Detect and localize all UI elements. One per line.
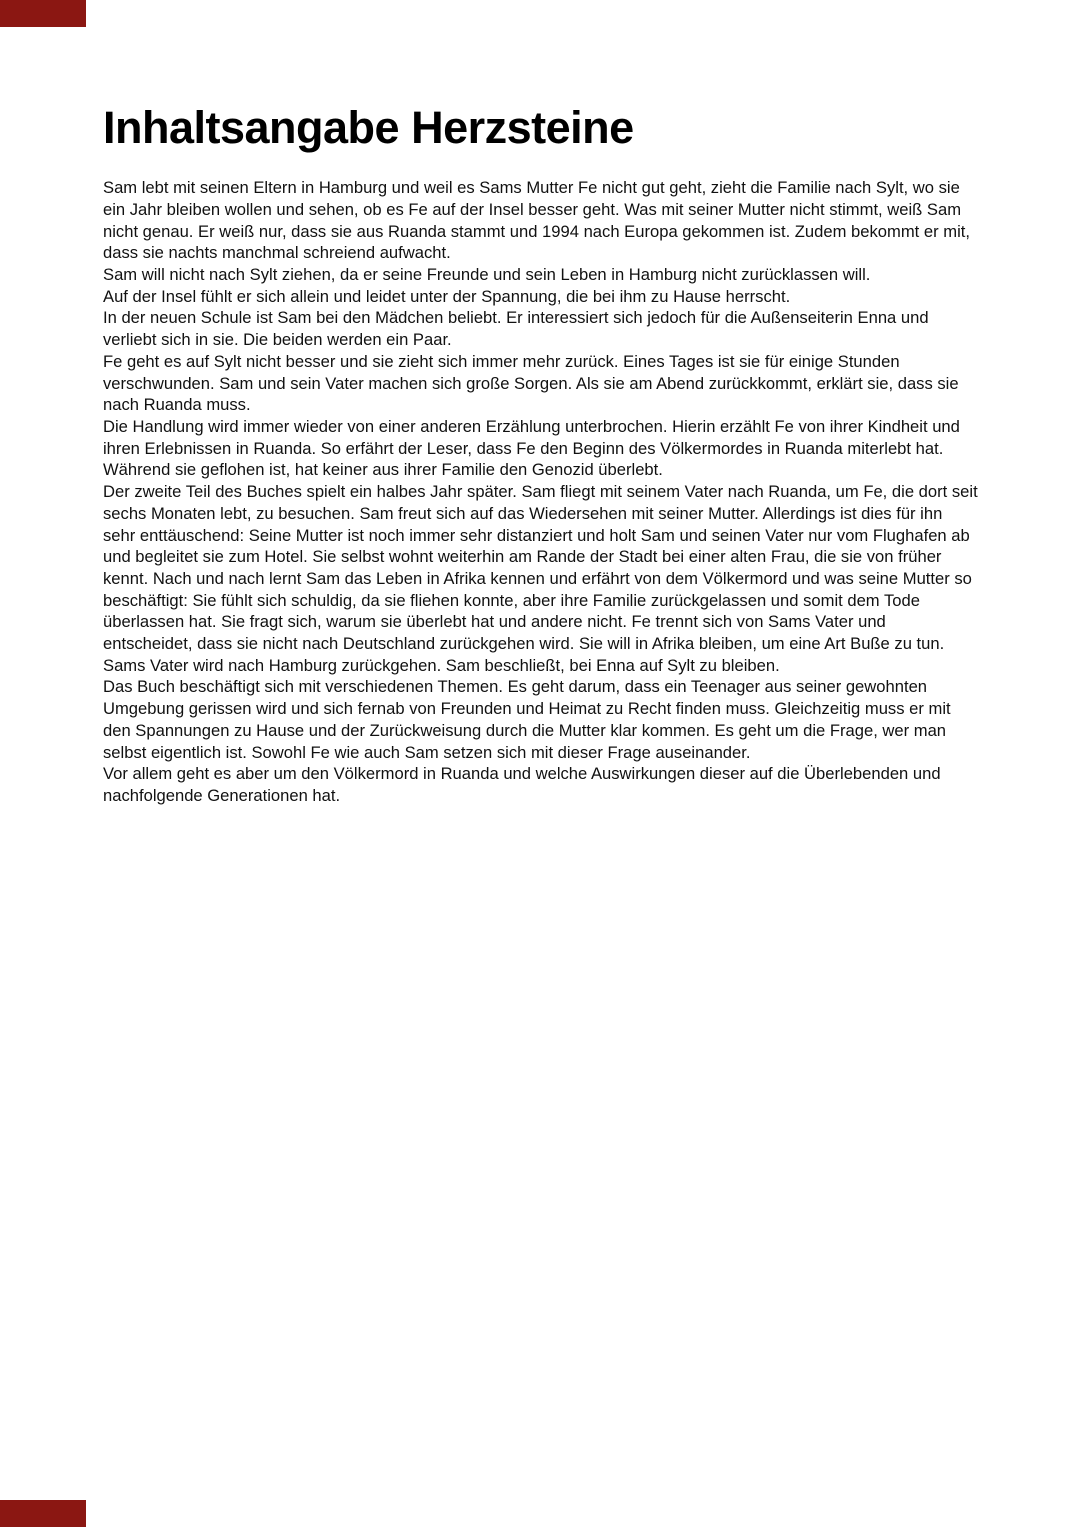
paragraph: Der zweite Teil des Buches spielt ein halbes Jahr später. Sam fliegt mit seinem Vater nach Ruanda, um Fe, die dort seit sechs Monaten lebt, zu besuchen. Sam freut sich auf das Wiedersehen mit seiner Mutter. Allerdings ist dies für ihn sehr enttäuschend: Seine Mutter ist noch immer sehr distanziert und holt Sam und seinen Vater nur vom Flughafen ab und begleitet sie zum Hotel. Sie selbst wohnt weiterhin am Rande der Stadt bei einer alten Frau, die sie von früher kennt. Nach und nach lernt Sam das Leben in Afrika kennen und erfährt von dem Völkermord und was seine Mutter so beschäftigt: Sie fühlt sich schuldig, da sie fliehen konnte, aber ihre Familie zurückgelassen und somit dem Tode überlassen hat. Sie fragt sich, warum sie überlebt hat und andere nicht. Fe trennt sich von Sams Vater und entscheidet, dass sie nicht nach Deutschland zurückgehen wird. Sie will in Afrika bleiben, um eine Art Buße zu tun. Sams Vater wird nach Hamburg zurückgehen. Sam beschließt, bei Enna auf Sylt zu bleiben. <box>103 482 978 675</box>
document-body <box>103 177 979 806</box>
paragraph: Die Handlung wird immer wieder von einer anderen Erzählung unterbrochen. Hierin erzählt Fe von ihrer Kindheit und ihren Erlebnissen in Ruanda. So erfährt der Leser, dass Fe den Beginn des Völkermordes in Ruanda miterlebt hat. Während sie geflohen ist, hat keiner aus ihrer Familie den Genozid überlebt. <box>103 416 960 480</box>
paragraph: Vor allem geht es aber um den Völkermord in Ruanda und welche Auswirkungen dieser auf die Überlebenden und nachfolgende Generationen hat. <box>103 764 941 805</box>
document-content <box>103 104 979 807</box>
paragraph: Sam lebt mit seinen Eltern in Hamburg und weil es Sams Mutter Fe nicht gut geht, zieht die Familie nach Sylt, wo sie ein Jahr bleiben wollen und sehen, ob es Fe auf der Insel besser geht. Was mit seiner Mutter nicht stimmt, weiß Sam nicht genau. Er weiß nur, dass sie aus Ruanda stammt und 1994 nach Europa gekommen ist. Zudem bekommt er mit, dass sie nachts manchmal schreiend aufwacht. <box>103 178 970 263</box>
paragraph: Fe geht es auf Sylt nicht besser und sie zieht sich immer mehr zurück. Eines Tages ist sie für einige Stunden verschwunden. Sam und sein Vater machen sich große Sorgen. Als sie am Abend zurückkommt, erklärt sie, dass sie nach Ruanda muss. <box>103 351 959 415</box>
page-title: Inhaltsangabe Herzsteine <box>103 102 634 153</box>
red-corner-mark-bottom <box>0 1500 86 1527</box>
paragraph: In der neuen Schule ist Sam bei den Mädchen beliebt. Er interessiert sich jedoch für die Außenseiterin Enna und verliebt sich in sie. Die beiden werden ein Paar. <box>103 308 929 350</box>
red-corner-mark-top <box>0 0 86 27</box>
paragraph: Sam will nicht nach Sylt ziehen, da er seine Freunde und sein Leben in Hamburg nicht zurücklassen will. <box>103 265 871 285</box>
paragraph: Das Buch beschäftigt sich mit verschiedenen Themen. Es geht darum, dass ein Teenager aus seiner gewohnten Umgebung gerissen wird und sich fernab von Freunden und Heimat zu Recht finden muss. Gleichzeitig muss er mit den Spannungen zu Hause und der Zurückweisung durch die Mutter klar kommen. Es geht um die Frage, wer man selbst eigentlich ist. Sowohl Fe wie auch Sam setzen sich mit dieser Frage auseinander. <box>103 677 951 762</box>
paragraph: Auf der Insel fühlt er sich allein und leidet unter der Spannung, die bei ihm zu Hause herrscht. <box>103 286 791 306</box>
